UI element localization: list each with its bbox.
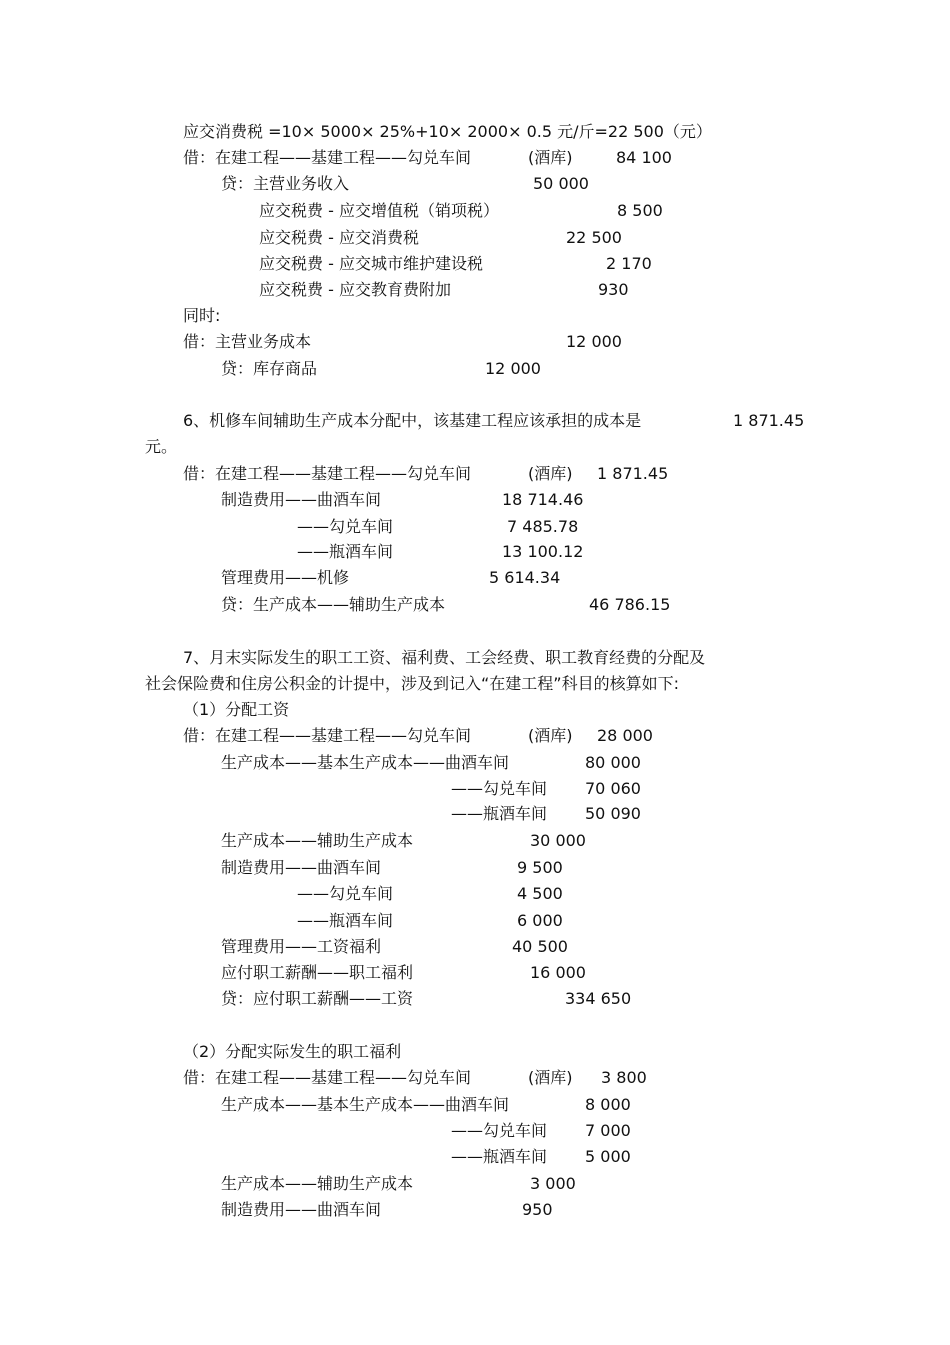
text-line: 管理费用——机修 xyxy=(221,568,350,587)
amount: 7 000 xyxy=(585,1121,631,1140)
text-line: 生产成本——辅助生产成本 xyxy=(221,1174,414,1193)
text-line: 借：主营业务成本 xyxy=(183,332,312,351)
amount: 7 485.78 xyxy=(507,517,579,536)
amount: 46 786.15 xyxy=(589,595,671,614)
text-line: ——瓶酒车间 xyxy=(297,542,394,561)
amount: 12 000 xyxy=(485,359,541,378)
text-line: 应付职工薪酬——职工福利 xyxy=(221,963,414,982)
amount: 3 000 xyxy=(530,1174,576,1193)
text-line: 借：在建工程——基建工程——勾兑车间 xyxy=(183,1068,472,1087)
amount: 5 000 xyxy=(585,1147,631,1166)
amount: 18 714.46 xyxy=(502,490,584,509)
amount: 13 100.12 xyxy=(502,542,584,561)
text-line: 社会保险费和住房公积金的计提中，涉及到记入“在建工程”科目的核算如下: xyxy=(145,674,679,693)
text-line: ——瓶酒车间 xyxy=(297,911,394,930)
amount: 2 170 xyxy=(606,254,652,273)
amount: 9 500 xyxy=(517,858,563,877)
amount: 334 650 xyxy=(565,989,632,1008)
text-line: 应交税费 - 应交城市维护建设税 xyxy=(259,254,483,273)
amount: 930 xyxy=(598,280,629,299)
amount: 3 800 xyxy=(601,1068,647,1087)
text-line: ——勾兑车间 xyxy=(297,884,394,903)
text-line: 生产成本——辅助生产成本 xyxy=(221,831,414,850)
text-line: ——勾兑车间 xyxy=(297,517,394,536)
amount: 8 500 xyxy=(617,201,663,220)
text-line: 制造费用——曲酒车间 xyxy=(221,858,382,877)
text-line: 应交税费 - 应交教育费附加 xyxy=(259,280,451,299)
text-line: 元。 xyxy=(145,437,178,456)
amount: 16 000 xyxy=(530,963,586,982)
amount: 80 000 xyxy=(585,753,641,772)
amount: 50 000 xyxy=(533,174,589,193)
text-line: 7、月末实际发生的职工工资、福利费、工会经费、职工教育经费的分配及 xyxy=(183,648,706,667)
text-line: 管理费用——工资福利 xyxy=(221,937,382,956)
amount: 84 100 xyxy=(616,148,672,167)
text-line: 贷：主营业务收入 xyxy=(221,174,350,193)
text-line: 贷：应付职工薪酬——工资 xyxy=(221,989,414,1008)
text-line: (酒库) xyxy=(528,726,573,745)
amount: 28 000 xyxy=(597,726,653,745)
text-line: （2）分配实际发生的职工福利 xyxy=(183,1042,402,1061)
text-line: 同时: xyxy=(183,306,221,325)
text-line: 借：在建工程——基建工程——勾兑车间 xyxy=(183,148,472,167)
text-line: (酒库) xyxy=(528,148,573,167)
amount: 50 090 xyxy=(585,804,641,823)
amount: 5 614.34 xyxy=(489,568,561,587)
text-line: ——勾兑车间 xyxy=(451,1121,548,1140)
text-line: 生产成本——基本生产成本——曲酒车间 xyxy=(221,1095,510,1114)
text-line: ——勾兑车间 xyxy=(451,779,548,798)
text-line: 借：在建工程——基建工程——勾兑车间 xyxy=(183,726,472,745)
amount: 1 871.45 xyxy=(597,464,669,483)
text-line: 借：在建工程——基建工程——勾兑车间 xyxy=(183,464,472,483)
text-line: 贷：库存商品 xyxy=(221,359,318,378)
text-line: (酒库) xyxy=(528,464,573,483)
text-line: ——瓶酒车间 xyxy=(451,1147,548,1166)
text-line: 应交税费 - 应交增值税（销项税） xyxy=(259,201,499,220)
amount: 1 871.45 xyxy=(733,411,805,430)
amount: 40 500 xyxy=(512,937,568,956)
text-line: 生产成本——基本生产成本——曲酒车间 xyxy=(221,753,510,772)
text-line: 制造费用——曲酒车间 xyxy=(221,1200,382,1219)
amount: 12 000 xyxy=(566,332,622,351)
text-line: 贷：生产成本——辅助生产成本 xyxy=(221,595,446,614)
amount: 22 500 xyxy=(566,228,622,247)
text-line: 应交消费税 =10× 5000× 25%+10× 2000× 0.5 元/斤=22 500（元） xyxy=(183,122,712,141)
text-line: 应交税费 - 应交消费税 xyxy=(259,228,419,247)
amount: 6 000 xyxy=(517,911,563,930)
text-line: 制造费用——曲酒车间 xyxy=(221,490,382,509)
text-line: ——瓶酒车间 xyxy=(451,804,548,823)
amount: 8 000 xyxy=(585,1095,631,1114)
amount: 70 060 xyxy=(585,779,641,798)
amount: 4 500 xyxy=(517,884,563,903)
text-line: (酒库) xyxy=(528,1068,573,1087)
text-line: （1）分配工资 xyxy=(183,700,290,719)
amount: 30 000 xyxy=(530,831,586,850)
text-line: 6、机修车间辅助生产成本分配中，该基建工程应该承担的成本是 xyxy=(183,411,642,430)
amount: 950 xyxy=(522,1200,553,1219)
